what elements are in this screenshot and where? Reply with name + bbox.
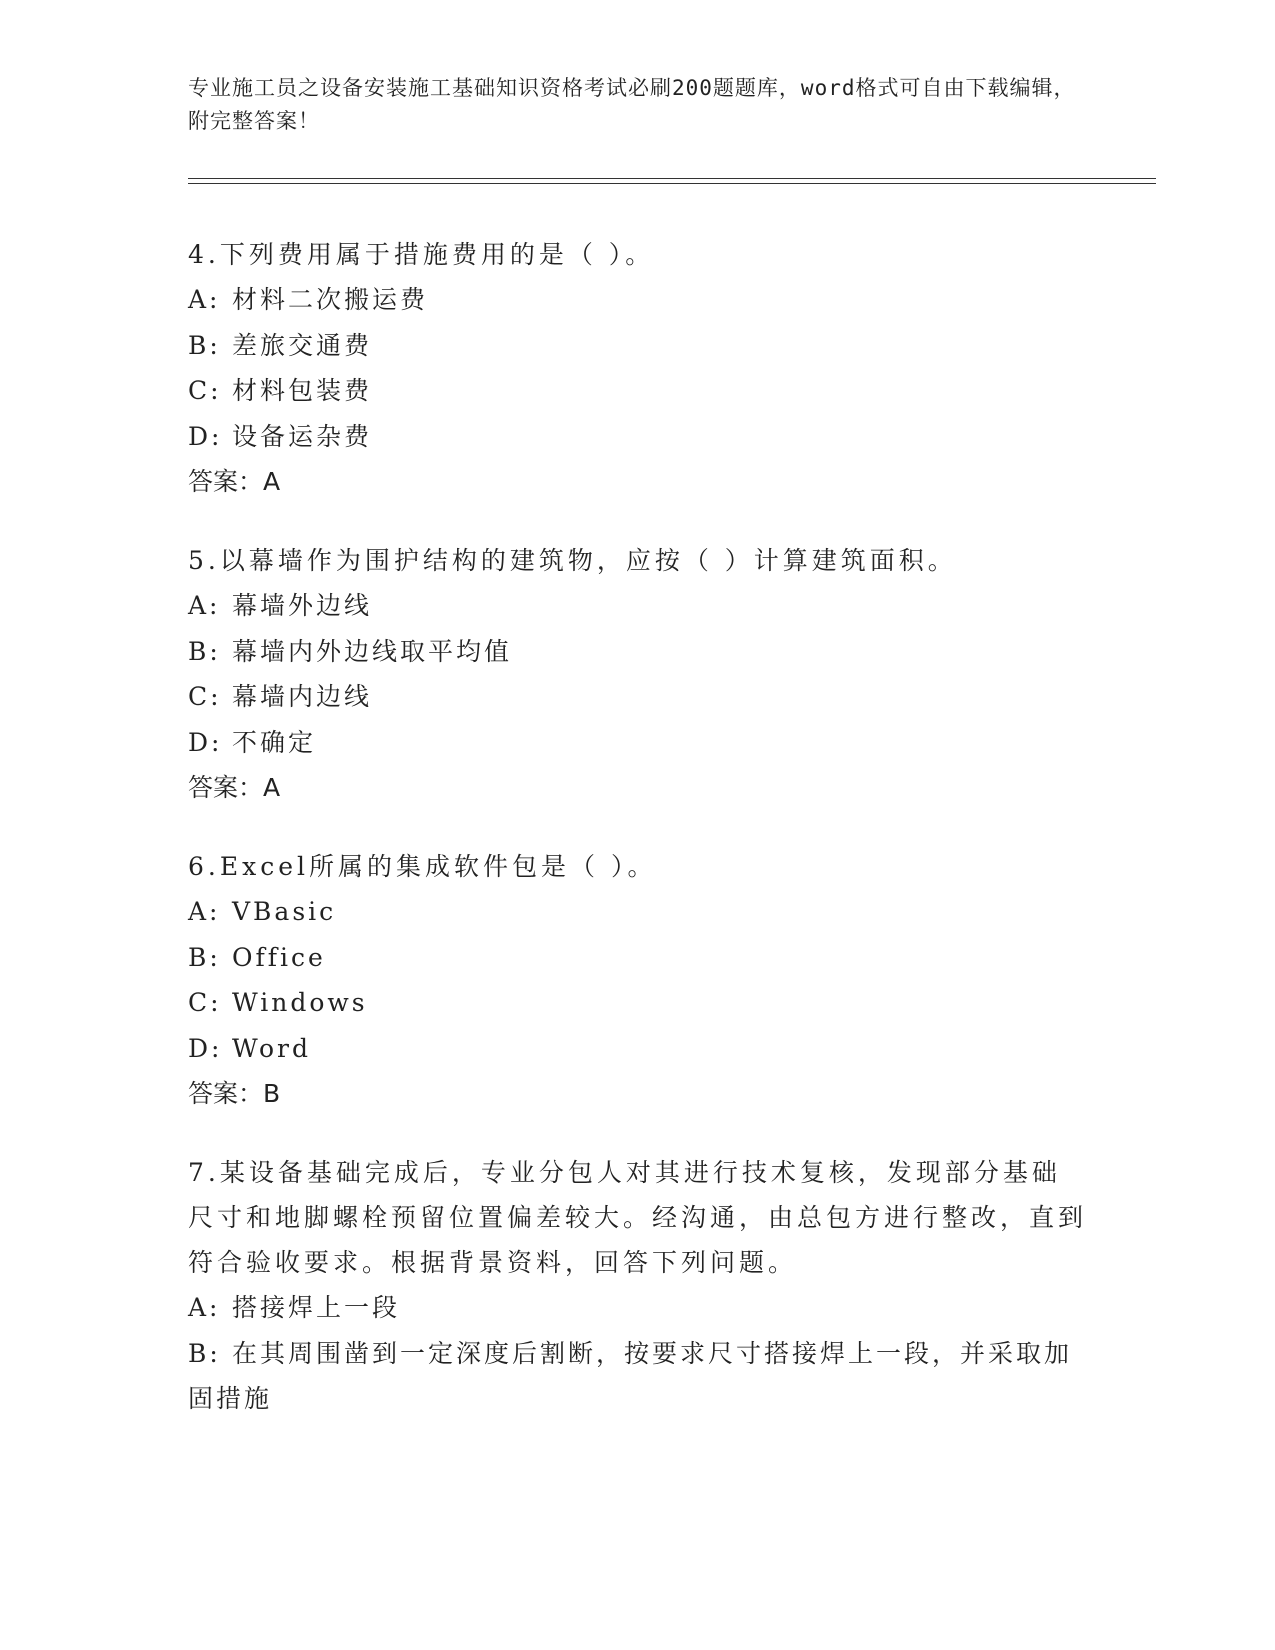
option-text: 设备运杂费	[232, 421, 373, 451]
answer-line: 答案：A	[188, 467, 281, 496]
option-a	[188, 583, 1088, 629]
option-a	[188, 1285, 1088, 1331]
option-c	[188, 980, 1088, 1026]
question-text: 4.下列费用属于措施费用的是（ ）。	[188, 240, 655, 269]
option-d	[188, 720, 1088, 766]
option-text: 幕墙内外边线取平均值	[232, 636, 513, 666]
option-letter: A:	[188, 897, 221, 926]
option-d	[188, 414, 1088, 460]
option-text: 材料二次搬运费	[232, 285, 429, 314]
option-letter: C:	[188, 682, 222, 711]
option-text: 搭接焊上一段	[232, 1293, 401, 1322]
question-text: 7.某设备基础完成后，专业分包人对其进行技术复核，发现部分基础尺寸和地脚螺栓预留位置偏差较大。经沟通，由总包方进行整改，直到符合验收要求。根据背景资料，回答下列问题。	[188, 1158, 1088, 1277]
option-a	[188, 889, 1088, 935]
option-b	[188, 323, 1088, 369]
question-text: 5.以幕墙作为围护结构的建筑物，应按（ ）计算建筑面积。	[188, 546, 957, 575]
option-b	[188, 629, 1088, 675]
question-6	[188, 844, 1088, 1116]
option-letter: B:	[188, 636, 221, 666]
option-d	[188, 1026, 1088, 1072]
option-letter: B:	[188, 1338, 221, 1368]
option-text: 在其周围凿到一定深度后割断，按要求尺寸搭接焊上一段，并采取加固措施	[188, 1338, 1073, 1413]
option-letter: B:	[188, 330, 221, 360]
header-divider-bottom	[188, 183, 1156, 184]
option-letter: C:	[188, 376, 222, 405]
option-text: 差旅交通费	[232, 330, 373, 360]
option-text: 幕墙外边线	[232, 591, 373, 620]
option-letter: C:	[188, 988, 222, 1017]
document-header-title: 专业施工员之设备安装施工基础知识资格考试必刷200题题库，word格式可自由下载编辑，附完整答案！	[188, 76, 1076, 133]
option-letter: A:	[188, 1293, 221, 1322]
question-7	[188, 1150, 1088, 1422]
option-b	[188, 1331, 1088, 1422]
option-letter: D:	[188, 421, 223, 451]
option-letter: D:	[188, 727, 223, 757]
option-c	[188, 368, 1088, 414]
option-letter: A:	[188, 591, 221, 620]
question-list	[188, 232, 1088, 1456]
option-text: Windows	[232, 988, 368, 1017]
answer-line: 答案：A	[188, 773, 281, 802]
question-text: 6.Excel所属的集成软件包是（ ）。	[188, 852, 657, 881]
question-4	[188, 232, 1088, 504]
question-5	[188, 538, 1088, 810]
option-letter: B:	[188, 942, 221, 972]
option-text: VBasic	[232, 897, 337, 926]
option-b	[188, 935, 1088, 981]
option-text: Office	[232, 942, 326, 972]
option-text: 材料包装费	[232, 376, 373, 405]
option-text: 不确定	[232, 727, 317, 757]
option-c	[188, 674, 1088, 720]
header-divider-top	[188, 178, 1156, 179]
answer-line: 答案：B	[188, 1079, 281, 1108]
option-text: 幕墙内边线	[232, 682, 373, 711]
option-letter: A:	[188, 285, 221, 314]
option-text: Word	[232, 1033, 312, 1063]
option-letter: D:	[188, 1033, 223, 1063]
option-a	[188, 277, 1088, 323]
